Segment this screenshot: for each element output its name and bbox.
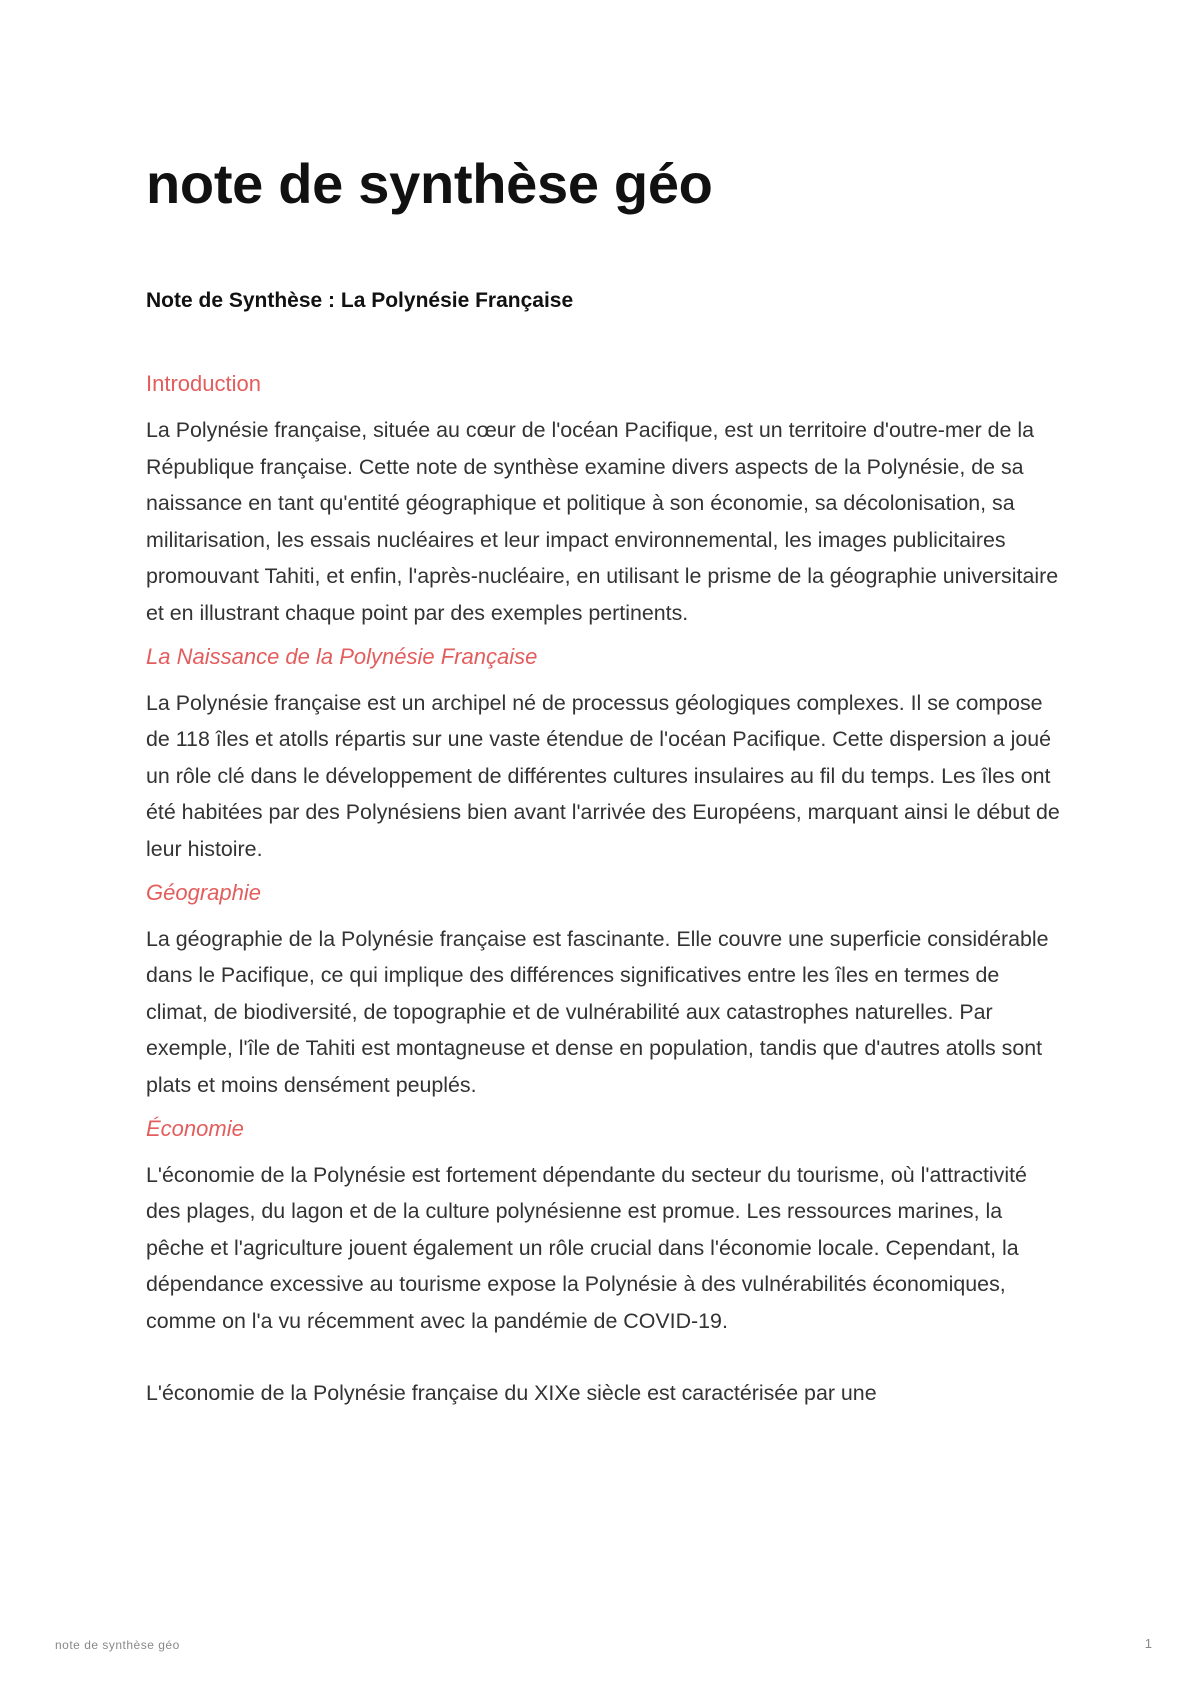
section-introduction xyxy=(146,369,1066,632)
section-heading: Géographie xyxy=(146,879,261,905)
footer-document-name: note de synthèse géo xyxy=(55,1638,180,1652)
paragraph: L'économie de la Polynésie française du XIXe siècle est caractérisée par une xyxy=(146,1381,877,1406)
paragraph: La géographie de la Polynésie française est fascinante. Elle couvre une superficie considérable dans le Pacifique, ce qui implique des différences significatives entre les îles en termes de climat, de biodiversité, de topographie et de vulnérabilité aux catastrophes naturelles. Par exemple, l'île de Tahiti est montagneuse et dense en population, tandis que d'autres atolls sont plats et moins densément peuplés. xyxy=(146,926,1049,1097)
paragraph: La Polynésie française, située au cœur de l'océan Pacifique, est un territoire d'outre-mer de la République française. Cette note de synthèse examine divers aspects de la Polynésie, de sa naissance en tant qu'entité géographique et politique à son économie, sa décolonisation, sa militarisation, les essais nucléaires et leur impact environnemental, les images publicitaires promouvant Tahiti, et enfin, l'après-nucléaire, en utilisant le prisme de la géographie universitaire et en illustrant chaque point par des exemples pertinents. xyxy=(146,418,1059,625)
document-subtitle: Note de Synthèse : La Polynésie Française xyxy=(146,289,574,312)
section-heading: La Naissance de la Polynésie Française xyxy=(146,643,538,669)
document-title: note de synthèse géo xyxy=(146,152,713,215)
section-geographie xyxy=(146,878,1066,1104)
footer-page-number: 1 xyxy=(1144,1636,1152,1651)
paragraph: L'économie de la Polynésie est fortement dépendante du secteur du tourisme, où l'attractivité des plages, du lagon et de la culture polynésienne est promue. Les ressources marines, la pêche et l'agriculture jouent également un rôle crucial dans l'économie locale. Cependant, la dépendance excessive au tourisme expose la Polynésie à des vulnérabilités économiques, comme on l'a vu récemment avec la pandémie de COVID-19. xyxy=(146,1162,1027,1333)
section-heading: Économie xyxy=(146,1115,244,1141)
section-naissance xyxy=(146,642,1066,868)
paragraph: La Polynésie française est un archipel né de processus géologiques complexes. Il se compose de 118 îles et atolls répartis sur une vaste étendue de l'océan Pacifique. Cette dispersion a joué un rôle clé dans le développement de différentes cultures insulaires au fil du temps. Les îles ont été habitées par des Polynésiens bien avant l'arrivée des Européens, marquant ainsi le début de leur histoire. xyxy=(146,690,1060,861)
section-economie xyxy=(146,1114,1066,1413)
section-heading: Introduction xyxy=(146,371,261,396)
page-content xyxy=(146,140,1066,1422)
